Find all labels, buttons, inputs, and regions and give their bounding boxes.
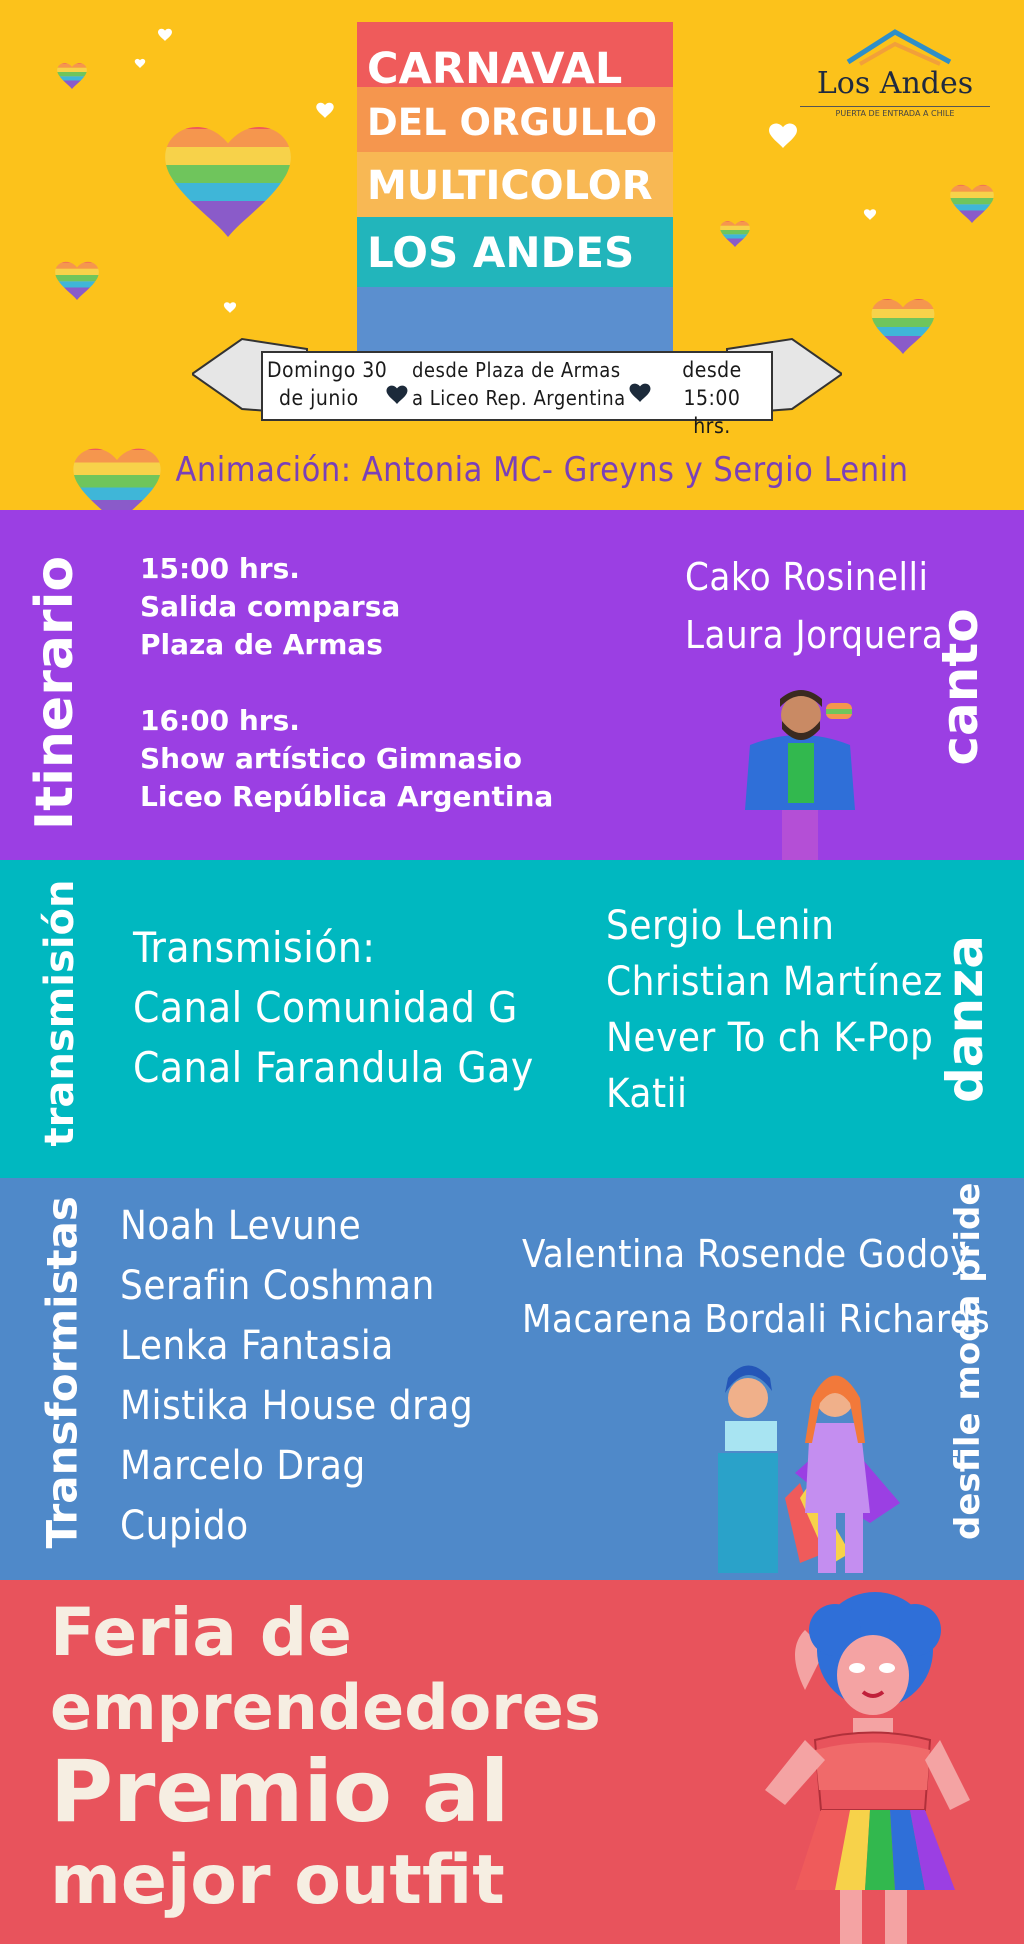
ribbon-route-line2: a Liceo Rep. Argentina bbox=[412, 386, 626, 410]
feria-line-3: Premio al bbox=[50, 1742, 510, 1842]
ribbon-route-line1: desde Plaza de Armas bbox=[412, 358, 621, 382]
date-ribbon bbox=[192, 334, 842, 438]
feria-text-block bbox=[50, 1595, 601, 1923]
animacion-text: Animación: Antonia MC- Greyns y Sergio Lenin bbox=[175, 450, 909, 490]
canto-name: Laura Jorquera bbox=[685, 613, 944, 657]
transmision-section bbox=[0, 860, 1024, 1178]
desfile-name: Valentina Rosende Godoy bbox=[522, 1232, 971, 1276]
ribbon-time-line2: 15:00 hrs. bbox=[683, 386, 741, 438]
schedule-line: 15:00 hrs. bbox=[140, 552, 300, 585]
ribbon-time-line1: desde bbox=[682, 358, 742, 382]
transformista-name: Serafin Coshman bbox=[120, 1263, 435, 1309]
mountain-icon bbox=[800, 22, 990, 72]
feria-section bbox=[0, 1580, 1024, 1944]
singer-illustration bbox=[730, 685, 870, 860]
los-andes-logo bbox=[800, 22, 990, 122]
transformista-name: Mistika House drag bbox=[120, 1383, 474, 1429]
schedule-line: 16:00 hrs. bbox=[140, 704, 300, 737]
danza-name: Never To ch K-Pop bbox=[606, 1015, 934, 1061]
couple-illustration bbox=[700, 1353, 910, 1580]
schedule-line: Liceo República Argentina bbox=[140, 780, 554, 813]
title-line-4: LOS ANDES bbox=[367, 228, 635, 277]
ribbon-date-line2: de junio bbox=[279, 386, 359, 410]
schedule-line: Show artístico Gimnasio bbox=[140, 742, 522, 775]
schedule-line: Salida comparsa bbox=[140, 590, 401, 623]
canto-name: Cako Rosinelli bbox=[685, 555, 929, 599]
header-section bbox=[0, 0, 1024, 510]
canto-label: canto bbox=[931, 608, 989, 766]
feria-line-1: Feria de bbox=[50, 1594, 352, 1671]
danza-label: danza bbox=[936, 935, 994, 1103]
feria-line-4: mejor outfit bbox=[50, 1841, 505, 1920]
transformista-name: Marcelo Drag bbox=[120, 1443, 366, 1489]
schedule-line: Plaza de Armas bbox=[140, 628, 383, 661]
title-line-1: CARNAVAL bbox=[367, 44, 623, 94]
itinerario-schedule bbox=[140, 550, 553, 816]
transformistas-section bbox=[0, 1178, 1024, 1580]
transmision-line: Canal Comunidad G bbox=[133, 983, 518, 1032]
danza-name: Christian Martínez bbox=[606, 959, 943, 1005]
schedule-line bbox=[140, 664, 553, 702]
heart-icon bbox=[50, 255, 105, 303]
heart-icon bbox=[945, 178, 1000, 226]
heart-icon bbox=[863, 289, 942, 357]
logo-name: Los Andes bbox=[816, 66, 974, 101]
heart-icon bbox=[149, 107, 307, 244]
transmision-lines bbox=[133, 918, 534, 1098]
itinerario-label: Itinerario bbox=[25, 555, 85, 831]
desfile-label: desfile moda pride bbox=[948, 1182, 988, 1540]
title-line-3: MULTICOLOR bbox=[367, 163, 653, 209]
itinerario-section bbox=[0, 510, 1024, 860]
transmision-line: Transmisión: bbox=[133, 923, 376, 972]
canto-names bbox=[685, 548, 943, 664]
transformista-name: Lenka Fantasia bbox=[120, 1323, 394, 1369]
desfile-name: Macarena Bordali Richards bbox=[522, 1297, 991, 1341]
title-banner bbox=[357, 22, 673, 352]
feria-line-2: emprendedores bbox=[50, 1671, 601, 1744]
danza-names bbox=[606, 898, 943, 1122]
desfile-names bbox=[522, 1222, 990, 1352]
danza-name: Sergio Lenin bbox=[606, 903, 835, 949]
transmision-line: Canal Farandula Gay bbox=[133, 1043, 534, 1092]
heart-icon bbox=[53, 58, 90, 90]
danza-name: Katii bbox=[606, 1071, 688, 1117]
transformistas-names bbox=[120, 1196, 473, 1556]
heart-icon bbox=[716, 216, 753, 248]
ribbon-date-line1: Domingo 30 bbox=[267, 358, 388, 382]
transformistas-label: Transformistas bbox=[37, 1196, 87, 1549]
drag-queen-illustration bbox=[745, 1590, 985, 1944]
title-line-2: DEL ORGULLO bbox=[367, 101, 658, 144]
transformista-name: Noah Levune bbox=[120, 1203, 362, 1249]
logo-tagline: PUERTA DE ENTRADA A CHILE bbox=[800, 106, 990, 118]
transmision-label: transmisión bbox=[37, 879, 83, 1147]
transformista-name: Cupido bbox=[120, 1503, 249, 1549]
